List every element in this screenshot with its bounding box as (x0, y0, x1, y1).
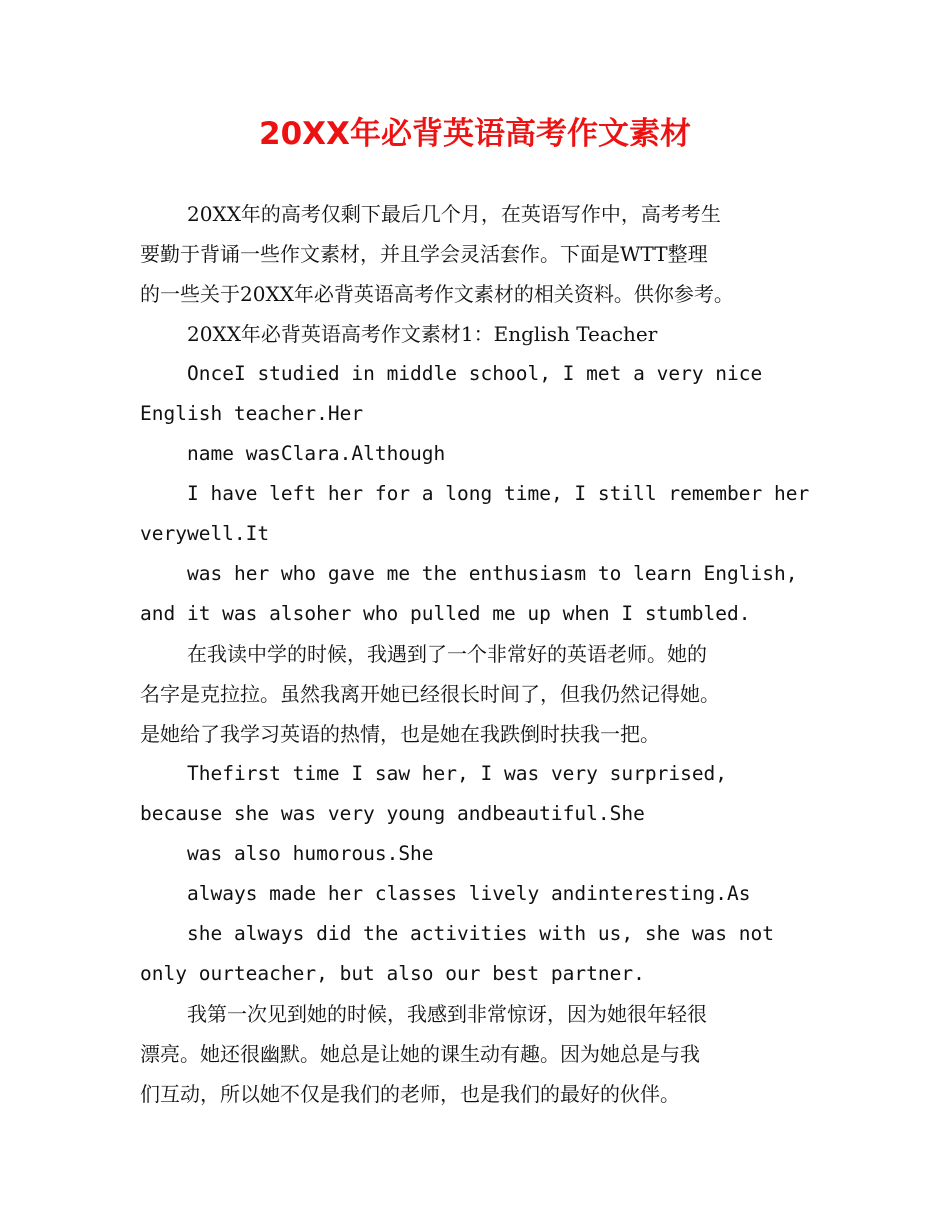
paragraph-line: verywell.It (140, 522, 270, 545)
paragraph-line: 的一些关于20XX年必背英语高考作文素材的相关资料。供你参考。 (140, 282, 734, 306)
paragraph-line: 20XX年的高考仅剩下最后几个月，在英语写作中，高考考生 (187, 202, 721, 226)
paragraph-line: and it was alsoher who pulled me up when I stumbled. (140, 602, 751, 625)
paragraph-line: because she was very young andbeautiful.She (140, 802, 645, 825)
paragraph-line: OnceI studied in middle school, I met a very nice (187, 362, 763, 385)
paragraph-line: was her who gave me the enthusiasm to learn English, (187, 562, 798, 585)
paragraph-line: she always did the activities with us, she was not (187, 922, 774, 945)
paragraph-line: 们互动，所以她不仅是我们的老师，也是我们的最好的伙伴。 (140, 1082, 680, 1106)
paragraph-line: English teacher.Her (140, 402, 364, 425)
paragraph-line: 在我读中学的时候，我遇到了一个非常好的英语老师。她的 (187, 642, 707, 666)
document-title: 20XX年必背英语高考作文素材 (259, 116, 691, 152)
paragraph-line: 是她给了我学习英语的热情，也是她在我跌倒时扶我一把。 (140, 722, 660, 746)
paragraph-line: always made her classes lively andinteresting.As (187, 882, 751, 905)
paragraph-line: 要勤于背诵一些作文素材，并且学会灵活套作。下面是WTT整理 (140, 242, 708, 266)
paragraph-line: 名字是克拉拉。虽然我离开她已经很长时间了，但我仍然记得她。 (140, 682, 720, 706)
paragraph-line: name wasClara.Although (187, 442, 446, 465)
paragraph-line: Thefirst time I saw her, I was very surprised, (187, 762, 728, 785)
paragraph-line: 漂亮。她还很幽默。她总是让她的课生动有趣。因为她总是与我 (140, 1042, 700, 1066)
paragraph-line: I have left her for a long time, I still remember her (187, 482, 810, 505)
paragraph-line: 我第一次见到她的时候，我感到非常惊讶，因为她很年轻很 (187, 1002, 707, 1026)
paragraph-line: only ourteacher, but also our best partner. (140, 962, 645, 985)
section-heading: 20XX年必背英语高考作文素材1：English Teacher (187, 322, 658, 346)
paragraph-line: was also humorous.She (187, 842, 434, 865)
document-body (140, 194, 820, 1114)
